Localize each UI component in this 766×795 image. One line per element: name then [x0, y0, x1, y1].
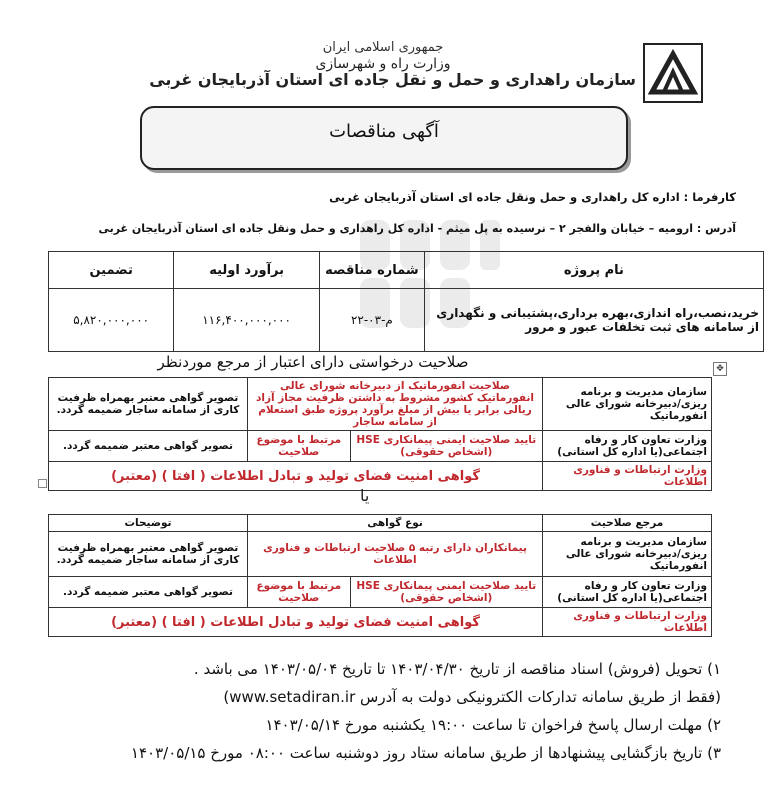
- tender-number-cell: ۲۲-م-۰۳: [319, 289, 424, 352]
- note-opening-date: ۳) تاریخ بازگشایی پیشنهادها از طریق سامانه ستاد روز دوشنبه ساعت ۰۸:۰۰ مورخ ۱۴۰۳/۰۵/۱۵: [130, 744, 721, 762]
- table-resize-handle[interactable]: [38, 479, 47, 488]
- certificate-type-cell: تایید صلاحیت ایمنی پیمانکاری HSE (اشخاص حقوقی): [350, 577, 542, 608]
- banner-title: آگهی مناقصات: [329, 121, 439, 142]
- estimate-cell: ۱۱۶,۴۰۰,۰۰۰,۰۰۰: [174, 289, 320, 352]
- guarantee-cell: ۵,۸۲۰,۰۰۰,۰۰۰: [49, 289, 174, 352]
- note-deadline: ۲) مهلت ارسال پاسخ فراخوان تا ساعت ۱۹:۰۰ یکشنبه مورخ ۱۴۰۳/۰۵/۱۴: [265, 716, 721, 734]
- header-description: توضیحات: [49, 515, 248, 532]
- table-row: [49, 532, 712, 577]
- certificate-subtype-cell: مرتبط با موضوع صلاحیت: [248, 577, 351, 608]
- table-move-handle-icon[interactable]: ✥: [713, 362, 727, 376]
- tender-announcement-banner: [140, 106, 628, 170]
- note-setad-address: (فقط از طریق سامانه تدارکات الکترونیکی دولت به آدرس www.setadiran.ir): [223, 688, 721, 706]
- road-organization-logo-icon: [642, 42, 704, 104]
- table-row: [49, 577, 712, 608]
- header-tender-number: شماره مناقصه: [319, 252, 424, 289]
- header-certificate-type: نوع گواهی: [248, 515, 543, 532]
- header-guarantee: تضمین: [49, 252, 174, 289]
- address-line: آدرس : ارومیه – خیابان والفجر ۲ – نرسیده به پل میثم - اداره کل راهداری و حمل ونقل جاده ای استان آذربایجان غربی: [98, 222, 736, 235]
- certificate-type-cell: صلاحیت انفورماتیک از دبیرخانه شورای عالی انفورماتیک کشور مشروط به داشتن ظرفیت مجاز آزاد ریالی برابر یا بیش از مبلغ برآورد پروژه طبق استعلام از سامانه ساجار: [248, 378, 543, 431]
- description-cell: تصویر گواهی معتبر ضمیمه گردد.: [49, 577, 248, 608]
- table-row: [49, 289, 764, 352]
- qualification-table-a: [48, 377, 712, 491]
- reference-cell: وزارت ارتباطات و فناوری اطلاعات: [543, 462, 712, 491]
- ministry-name: وزارت راه و شهرسازی: [315, 56, 451, 72]
- country-name: جمهوری اسلامی ایران: [322, 40, 444, 55]
- certificate-type-cell: گواهی امنیت فضای تولید و تبادل اطلاعات ( افتا ) (معتبر): [49, 608, 543, 637]
- organization-name: سازمان راهداری و حمل و نقل جاده ای استان آذربایجان غربی: [149, 70, 636, 89]
- certificate-type-cell: تایید صلاحیت ایمنی پیمانکاری HSE (اشخاص حقوقی): [350, 431, 542, 462]
- qualification-title: صلاحیت درخواستی دارای اعتبار از مرجع موردنظر: [157, 353, 469, 371]
- employer-line: کارفرما : اداره کل راهداری و حمل ونقل جاده ای استان آذربایجان غربی: [329, 190, 736, 204]
- certificate-subtype-cell: مرتبط با موضوع صلاحیت: [248, 431, 351, 462]
- reference-cell: سازمان مدیریت و برنامه ریزی/دبیرخانه شورای عالی انفورماتیک: [543, 378, 712, 431]
- or-separator: یا: [360, 486, 370, 505]
- reference-cell: وزارت ارتباطات و فناوری اطلاعات: [543, 608, 712, 637]
- description-cell: تصویر گواهی معتبر بهمراه ظرفیت کاری از سامانه ساجار ضمیمه گردد.: [49, 532, 248, 577]
- table-row: [49, 608, 712, 637]
- tender-table: [48, 251, 764, 352]
- description-cell: تصویر گواهی معتبر بهمراه ظرفیت کاری از سامانه ساجار ضمیمه گردد.: [49, 378, 248, 431]
- table-row: [49, 431, 712, 462]
- project-name-cell: خرید،نصب،راه اندازی،بهره برداری،پشتیبانی و نگهداری از سامانه های ثبت تخلفات عبور و مرور: [424, 289, 763, 352]
- qualification-table-b: [48, 514, 712, 637]
- reference-cell: سازمان مدیریت و برنامه ریزی/دبیرخانه شورای عالی انفورماتیک: [543, 532, 712, 577]
- header-reference: مرجع صلاحیت: [543, 515, 712, 532]
- certificate-type-cell: گواهی امنیت فضای تولید و تبادل اطلاعات ( افتا ) (معتبر): [49, 462, 543, 491]
- table-row: [49, 462, 712, 491]
- certificate-type-cell: پیمانکاران دارای رتبه ۵ صلاحیت ارتباطات و فناوری اطلاعات: [248, 532, 543, 577]
- reference-cell: وزارت تعاون کار و رفاه اجتماعی(یا اداره کل استانی): [543, 577, 712, 608]
- note-sale-dates: ۱) تحویل (فروش) اسناد مناقصه از تاریخ ۱۴۰۳/۰۴/۳۰ تا تاریخ ۱۴۰۳/۰۵/۰۴ می باشد .: [193, 660, 721, 678]
- reference-cell: وزارت تعاون کار و رفاه اجتماعی(یا اداره کل استانی): [543, 431, 712, 462]
- header-estimate: برآورد اولیه: [174, 252, 320, 289]
- description-cell: تصویر گواهی معتبر ضمیمه گردد.: [49, 431, 248, 462]
- header-project-name: نام پروژه: [424, 252, 763, 289]
- table-row: [49, 378, 712, 431]
